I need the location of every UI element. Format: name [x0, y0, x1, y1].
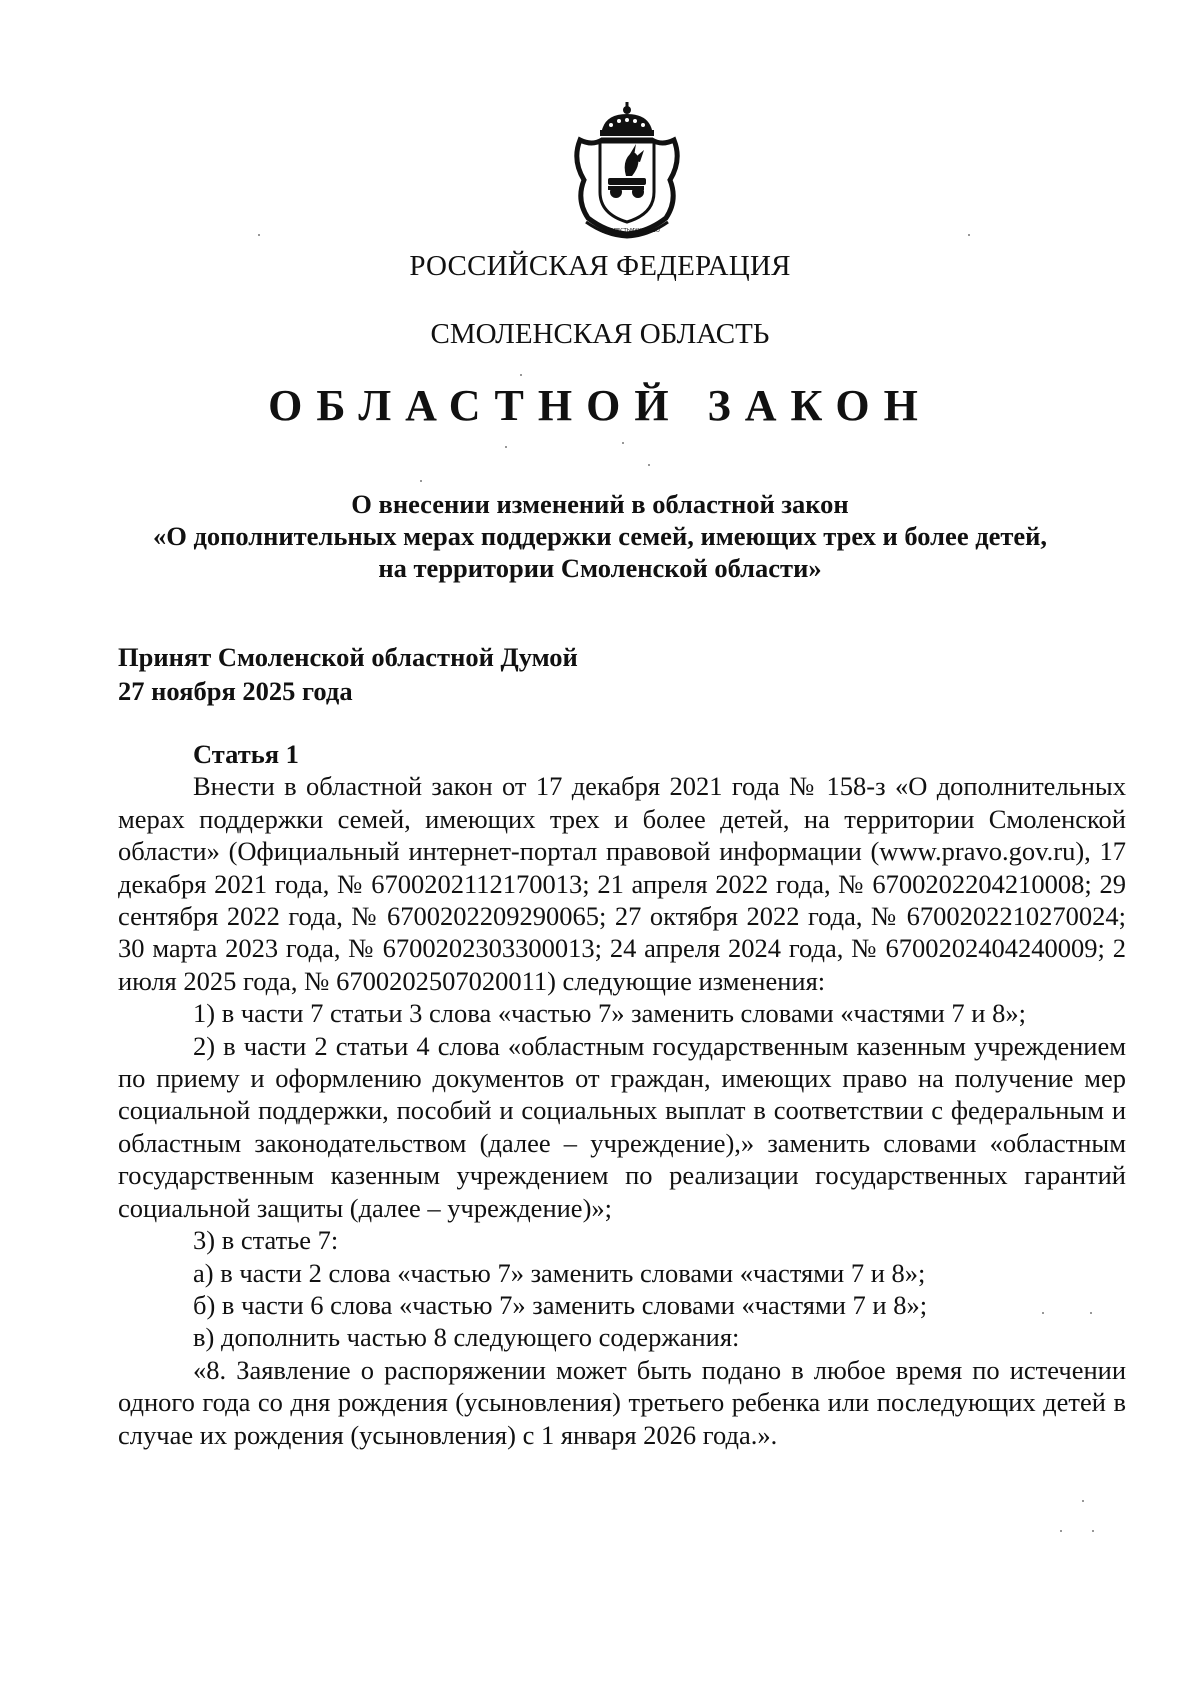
emblem-motto-right: МУЖЕСТВО	[630, 228, 660, 234]
scan-speck	[420, 480, 422, 482]
scan-speck	[520, 374, 522, 376]
amendment-item-1: 1) в части 7 статьи 3 слова «частью 7» заменить словами «частями 7 и 8»;	[193, 998, 1026, 1029]
scan-speck	[1082, 1500, 1084, 1502]
scan-speck	[1042, 1312, 1044, 1314]
scan-speck	[1060, 1530, 1062, 1532]
adoption-date: 27 ноября 2025 года	[118, 676, 353, 706]
law-title-line: на территории Смоленской области»	[378, 553, 822, 583]
article-heading: Статья 1	[193, 739, 299, 769]
article-1	[118, 738, 1126, 1451]
amendment-item-3: 3) в статье 7:	[193, 1225, 339, 1256]
adopted-by: Принят Смоленской областной Думой	[118, 642, 578, 672]
quoted-part-8: «8. Заявление о распоряжении может быть подано в любое время по истечении одного года со дня рождения (усыновления) третьего ребенка или последующих детей в случае их рождения (усыновления) с 1 января 2026 года.».	[118, 1354, 1126, 1450]
document-type-heading: ОБЛАСТНОЙ ЗАКОН	[268, 381, 932, 430]
scan-speck	[648, 464, 650, 466]
scan-speck	[258, 234, 260, 236]
scan-speck	[1092, 1530, 1094, 1532]
article-intro-paragraph: Внести в областной закон от 17 декабря 2021 года № 158-з «О дополнительных мерах поддержки семей, имеющих трех и более детей, на территории Смоленской области» (Официальный интернет-портал правовой информации (www.pravo.gov.ru), 17 декабря 2021 года, № 6700202112170013; 21 апреля 2022 года, № 6700202204210008; 29 сентября 2022 года, № 6700202209290065; 27 октября 2022 года, № 6700202210270024; 30 марта 2023 года, № 6700202303300013; 24 апреля 2024 года, № 6700202404240009; 2 июля 2025 года, № 6700202507020011) следующие изменения:	[118, 771, 1126, 996]
scan-speck	[968, 234, 970, 236]
amendment-item-3c: в) дополнить частью 8 следующего содержания:	[193, 1322, 740, 1353]
scan-speck	[505, 446, 507, 448]
adoption-info	[118, 640, 578, 708]
amendment-item-3a: а) в части 2 слова «частью 7» заменить словами «частями 7 и 8»;	[193, 1257, 926, 1288]
scan-speck	[622, 442, 624, 444]
smolensk-coat-of-arms-icon	[566, 100, 688, 240]
law-title-line: «О дополнительных мерах поддержки семей, имеющих трех и более детей,	[152, 521, 1048, 551]
region-heading: СМОЛЕНСКАЯ ОБЛАСТЬ	[430, 318, 770, 350]
country-heading: РОССИЙСКАЯ ФЕДЕРАЦИЯ	[409, 250, 791, 282]
law-title	[100, 488, 1100, 584]
amendment-item-3b: б) в части 6 слова «частью 7» заменить словами «частями 7 и 8»;	[193, 1289, 928, 1320]
scan-speck	[1090, 1312, 1092, 1314]
emblem-motto-left: ДОБЛЕСТЬ	[602, 228, 631, 234]
amendment-item-2: 2) в части 2 статьи 4 слова «областным государственным казенным учреждением по приему и оформлению документов от граждан, имеющих право на получение мер социальной поддержки, пособий и социальных выплат в соответствии с федеральным и областным законодательством (далее – учреждение),» заменить словами «областным государственным казенным учреждением по реализации государственных гарантий социальной защиты (далее – учреждение)»;	[118, 1030, 1126, 1223]
law-title-line: О внесении изменений в областной закон	[351, 489, 849, 519]
